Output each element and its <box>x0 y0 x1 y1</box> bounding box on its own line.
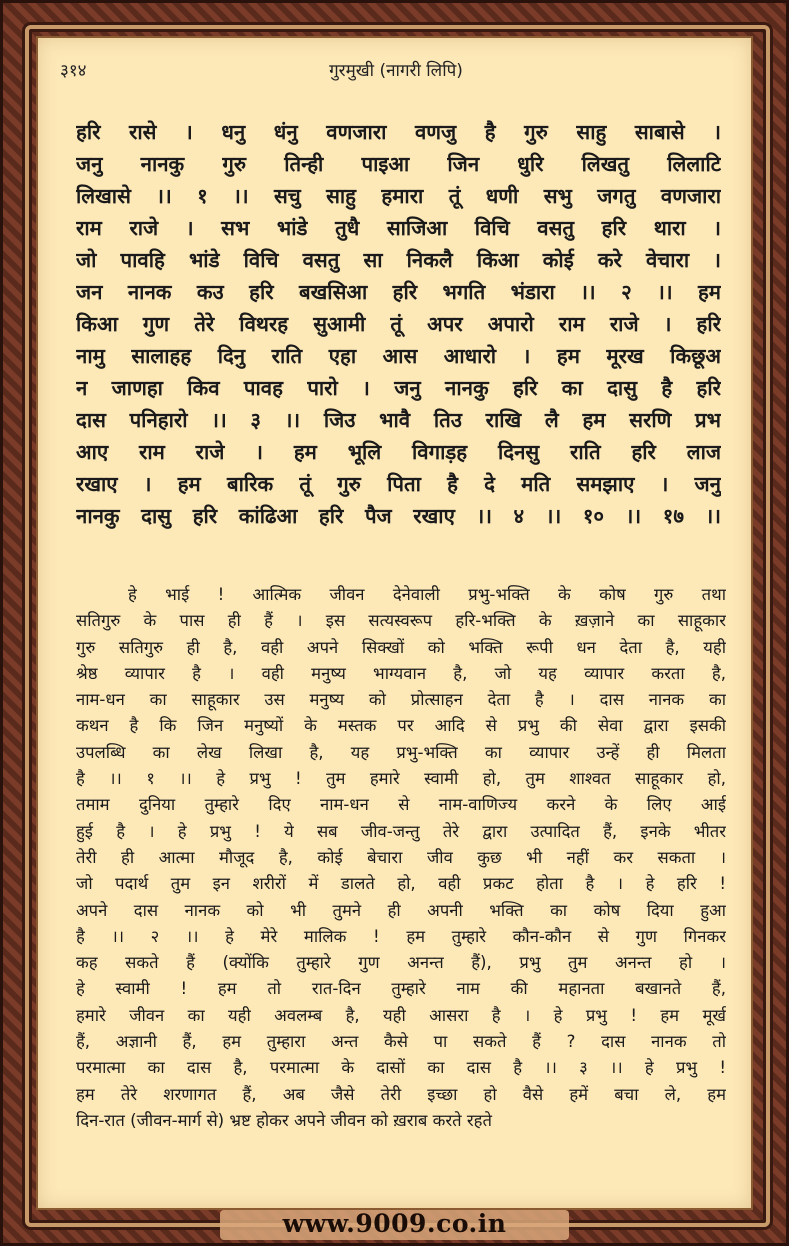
gurbani-verse-block <box>76 116 721 532</box>
translation-line: हैं, अज्ञानी हैं, हम तुम्हारा अन्त कैसे पा सकते हैं ? दास नानक तो <box>76 1032 726 1052</box>
translation-line: अपने दास नानक को भी तुमने ही अपनी भक्ति का कोष दिया हुआ <box>76 900 726 920</box>
translation-line: जो पदार्थ तुम इन शरीरों में डालते हो, वही प्रकट होता है । हे हरि ! <box>76 874 726 894</box>
verse-line: किआ गुण तेरे विथरह सुआमी तूं अपर अपारो राम राजे । हरि <box>76 312 721 336</box>
translation-line: दिन-रात (जीवन-मार्ग से) भ्रष्ट होकर अपने जीवन को ख़राब करते रहते <box>76 1110 492 1130</box>
translation-line: श्रेष्ठ व्यापार है । वही मनुष्य भाग्यवान है, जो यह व्यापार करता है, <box>76 663 726 683</box>
verse-line: दास पनिहारो ।। ३ ।। जिउ भावै तिउ राखि लै हम सरणि प्रभ <box>76 408 721 432</box>
translation-line: कथन है कि जिन मनुष्यों के मस्तक पर आदि से प्रभु की सेवा द्वारा इसकी <box>76 716 726 736</box>
verse-line: आए राम राजे । हम भूलि विगाड़ह दिनसु राति हरि लाज <box>76 440 721 464</box>
translation-line: है ।। २ ।। हे मेरे मालिक ! हम तुम्हारे कौन-कौन से गुण गिनकर <box>76 926 726 946</box>
translation-line: हे भाई ! आत्मिक जीवन देनेवाली प्रभु-भक्ति के कोष गुरु तथा <box>128 585 726 604</box>
verse-line: राम राजे । सभ भांडे तुधै साजिआ विचि वसतु हरि थारा । <box>76 216 721 240</box>
verse-line: रखाए । हम बारिक तूं गुरु पिता है दे मति समझाए । जनु <box>76 472 721 496</box>
translation-line: उपलब्धि का लेख लिखा है, यह प्रभु-भक्ति का व्यापार उन्हें ही मिलता <box>76 742 726 762</box>
hindi-translation-block <box>76 582 726 1134</box>
translation-line: हमारे जीवन का यही अवलम्ब है, यही आसरा है । हे प्रभु ! हम मूर्ख <box>76 1005 726 1025</box>
page-number: ३१४ <box>60 61 87 81</box>
translation-line: है ।। १ ।। हे प्रभु ! तुम हमारे स्वामी हो, तुम शाश्वत साहूकार हो, <box>76 769 726 789</box>
website-link[interactable]: www.9009.co.in <box>282 1209 507 1238</box>
verse-line: नामु सालाहह दिनु राति एहा आस आधारो । हम मूरख किछूअ <box>76 344 721 368</box>
translation-line: परमात्मा का दास है, परमात्मा के दासों का दास है ।। ३ ।। हे प्रभु ! <box>76 1058 726 1078</box>
verse-line: जन नानक कउ हरि बखसिआ हरि भगति भंडारा ।। २ ।। हम <box>76 280 721 304</box>
translation-line: हम तेरे शरणागत हैं, अब जैसे तेरी इच्छा हो वैसे हमें बचा ले, हम <box>76 1084 726 1104</box>
translation-line: हे स्वामी ! हम तो रात-दिन तुम्हारे नाम की महानता बखानते हैं, <box>76 979 726 999</box>
page <box>36 36 753 1210</box>
verse-line: न जाणहा किव पावह पारो । जनु नानकु हरि का दासु है हरि <box>76 376 721 400</box>
page-header <box>60 58 732 88</box>
translation-line: तमाम दुनिया तुम्हारे दिए नाम-धन से नाम-वाणिज्य करने के लिए आई <box>76 795 726 815</box>
verse-line: हरि रासे । धनु धंनु वणजारा वणजु है गुरु साहु साबासे । <box>76 120 721 144</box>
verse-line: जो पावहि भांडे विचि वसतु सा निकलै किआ कोई करे वेचारा । <box>76 248 721 272</box>
translation-line: हुई है । हे प्रभु ! ये सब जीव-जन्तु तेरे द्वारा उत्पादित हैं, इनके भीतर <box>76 821 726 841</box>
translation-line: गुरु सतिगुरु ही है, वही अपने सिक्खों को भक्ति रूपी धन देता है, यही <box>76 637 726 657</box>
translation-line: नाम-धन का साहूकार उस मनुष्य को प्रोत्साहन देता है । दास नानक का <box>76 690 726 710</box>
verse-line: लिखासे ।। १ ।। सचु साहु हमारा तूं धणी सभु जगतु वणजारा <box>76 184 721 208</box>
verse-line: नानकु दासु हरि कांढिआ हरि पैज रखाए ।। ४ ।। १० ।। १७ ।। <box>76 504 721 528</box>
verse-line: जनु नानकु गुरु तिन्ही पाइआ जिन धुरि लिखतु लिलाटि <box>76 152 721 176</box>
translation-line: तेरी ही आत्मा मौजूद है, कोई बेचारा जीव कुछ भी नहीं कर सकता । <box>76 847 726 867</box>
translation-line: कह सकते हैं (क्योंकि तुम्हारे गुण अनन्त हैं), प्रभु तुम अनन्त हो । <box>76 953 726 973</box>
translation-line: सतिगुरु के पास ही हैं । इस सत्यस्वरूप हरि-भक्ति के ख़ज़ाने का साहूकार <box>76 611 726 631</box>
running-title: गुरमुखी (नागरी लिपि) <box>329 61 463 81</box>
